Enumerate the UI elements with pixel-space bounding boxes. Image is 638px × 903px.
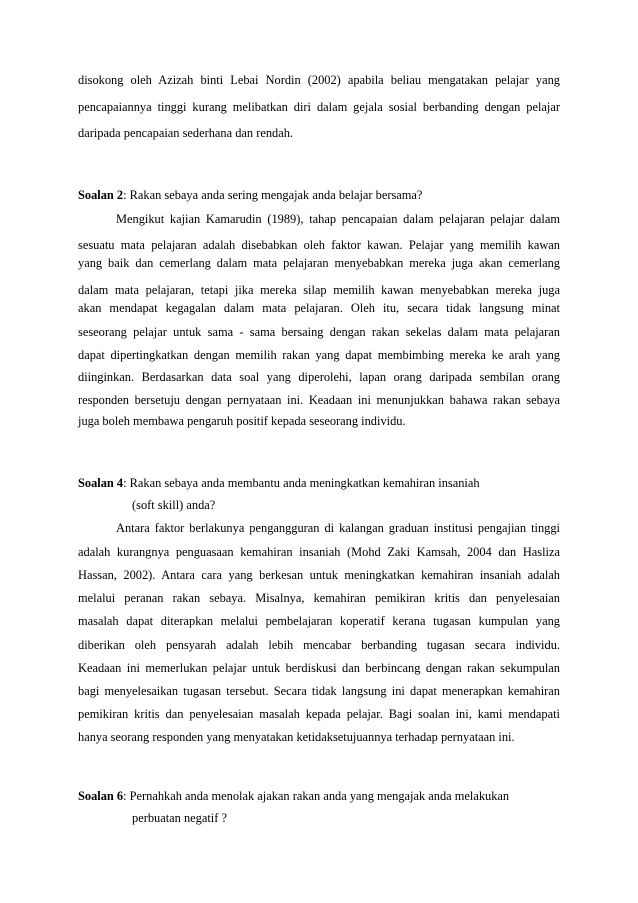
question-text: : Pernahkah anda menolak ajakan rakan anda yang mengajak anda melakukan [123,789,510,803]
paragraph-line: dapat dipertingkatkan dengan memilih rakan yang dapat membimbing mereka ke arah yang [78,348,560,362]
paragraph-line: akan mendapat kegagalan dalam mata pelajaran. Oleh itu, secara tidak langsung minat [78,301,560,315]
question-label: Soalan 4 [78,476,124,490]
question-continuation: (soft skill) anda? [132,498,216,512]
question-continuation: perbuatan negatif ? [132,811,227,825]
paragraph-line: masalah dapat diterapkan melalui pembelajaran koperatif kerana tugasan kumpulan yang [78,614,560,628]
paragraph-line: melalui peranan rakan sebaya. Misalnya, kemahiran pemikiran kritis dan penyelesaian [78,591,560,605]
question-heading [78,475,480,491]
paragraph-line: Hassan, 2002). Antara cara yang berkesan untuk meningkatkan kemahiran insaniah adalah [78,568,560,582]
question-text: : Rakan sebaya anda membantu anda meningkatkan kemahiran insaniah [123,476,480,490]
paragraph-line: Mengikut kajian Kamarudin (1989), tahap pencapaian dalam pelajaran pelajar dalam [116,212,560,226]
paragraph-line: pencapaiannya tinggi kurang melibatkan diri dalam gejala sosial berbanding dengan pelajar [78,100,560,114]
paragraph-line: Antara faktor berlakunya pengangguran di kalangan graduan institusi pengajian tinggi [116,521,560,535]
paragraph-line: sesuatu mata pelajaran adalah disebabkan oleh faktor kawan. Pelajar yang memilih kawan [78,238,560,252]
paragraph-line: responden bersetuju dengan pernyataan ini. Keadaan ini menunjukkan bahawa rakan sebaya [78,393,560,407]
question-label: Soalan 6 [78,789,124,803]
question-label: Soalan 2 [78,188,124,202]
paragraph-line: daripada pencapaian sederhana dan rendah. [78,126,293,140]
question-text: : Rakan sebaya anda sering mengajak anda belajar bersama? [123,188,423,202]
paragraph-line: adalah kurangnya penguasaan kemahiran insaniah (Mohd Zaki Kamsah, 2004 dan Hasliza [78,545,560,559]
question-heading [78,788,509,804]
paragraph-line: diinginkan. Berdasarkan data soal yang diperolehi, lapan orang daripada sembilan orang [78,370,560,384]
paragraph-line: disokong oleh Azizah binti Lebai Nordin (2002) apabila beliau mengatakan pelajar yang [78,73,560,87]
paragraph-line: Keadaan ini memerlukan pelajar untuk berdiskusi dan berbincang dengan rakan sekumpulan [78,661,560,675]
paragraph-line: juga boleh membawa pengaruh positif kepada seseorang individu. [78,414,406,428]
paragraph-line: pemikiran kritis dan penyelesaian masalah kepada pelajar. Bagi soalan ini, kami mendapati [78,707,560,721]
paragraph-line: seseorang pelajar untuk sama - sama bersaing dengan rakan sekelas dalam mata pelajaran [78,325,560,339]
paragraph-line: diberikan oleh pensyarah adalah lebih mencabar berbanding tugasan secara individu. [78,638,560,652]
paragraph-line: dalam mata pelajaran, tetapi jika mereka silap memilih kawan menyebabkan mereka juga [78,283,560,297]
paragraph-line: bagi menyelesaikan tugasan tersebut. Secara tidak langsung ini dapat menerapkan kemahiran [78,684,560,698]
question-heading [78,187,422,203]
paragraph-line: hanya seorang responden yang menyatakan ketidaksetujuannya terhadap pernyataan ini. [78,730,515,744]
paragraph-line: yang baik dan cemerlang dalam mata pelajaran menyebabkan mereka juga akan cemerlang [78,256,560,270]
